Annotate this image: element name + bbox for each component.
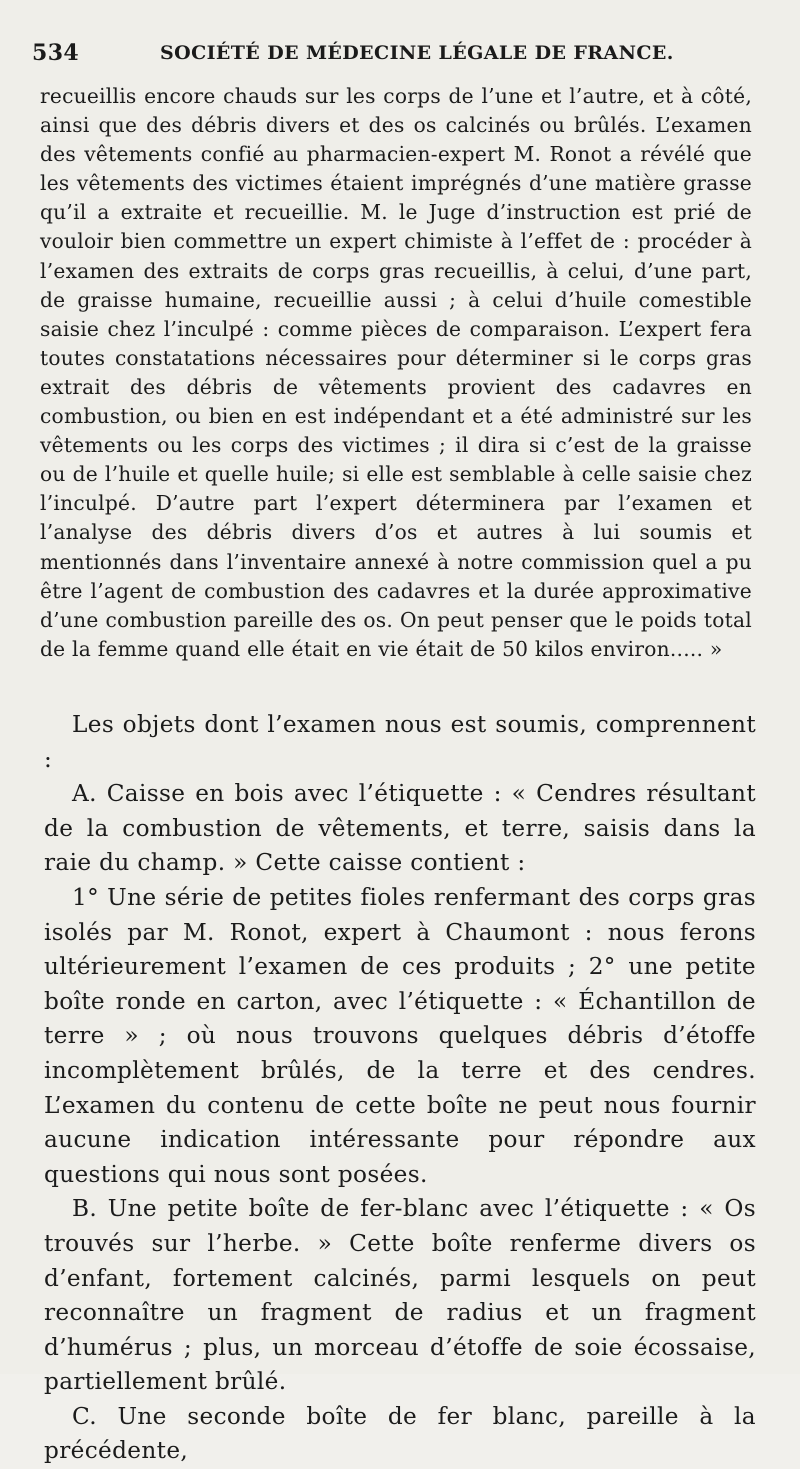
quoted-commission-text xyxy=(40,82,752,664)
body-paragraph-item-c: C. Une seconde boîte de fer blanc, pareille à la précédente, xyxy=(44,1402,756,1465)
body-paragraph-item-a1: 1° Une série de petites fioles renfermant des corps gras isolés par M. Ronot, expert à Chaumont : nous ferons ultérieurement l’examen de ces produits ; 2° une petite boîte ronde en carton, avec l’étiquette : « Échantillon de terre » ; où nous trouvons quelques débris d’étoffe incomplètement brûlés, de la terre et des cendres. L’examen du contenu de cette boîte ne peut nous fournir aucune indication intéressante pour répondre aux questions qui nous sont posées. xyxy=(44,883,756,1188)
body-paragraph-intro: Les objets dont l’examen nous est soumis, comprennent : xyxy=(44,711,756,773)
body-paragraph-item-b: B. Une petite boîte de fer-blanc avec l’étiquette : « Os trouvés sur l’herbe. » Cette boîte renferme divers os d’enfant, fortement calcinés, parmi lesquels on peut reconnaître un fragment de radius et un fragment d’humérus ; plus, un morceau d’étoffe de soie écossaise, partiellement brûlé. xyxy=(44,1195,756,1396)
quote-paragraph: recueillis encore chauds sur les corps de l’une et l’autre, et à côté, ainsi que des débris divers et des os calcinés ou brûlés. L’examen des vêtements confié au pharmacien-expert M. Ronot a révélé que les vêtements des victimes étaient imprégnés d’une matière grasse qu’il a extraite et recueillie. M. le Juge d’instruction est prié de vouloir bien commettre un expert chimiste à l’effet de : procéder à l’examen des extraits de corps gras recueillis, à celui, d’une part, de graisse humaine, recueillie aussi ; à celui d’huile comestible saisie chez l’inculpé : comme pièces de comparaison. L’expert fera toutes constatations nécessaires pour déterminer si le corps gras extrait des débris de vêtements provient des cadavres en combustion, ou bien en est indépendant et a été administré sur les vêtements ou les corps des victimes ; il dira si c’est de la graisse ou de l’huile et quelle huile; si elle est semblable à celle saisie chez l’inculpé. D’autre part l’expert déterminera par l’examen et l’analyse des débris divers d’os et autres à lui soumis et mentionnés dans l’inventaire annexé à notre commission quel a pu être l’agent de combustion des cadavres et la durée approximative d’une combustion pareille des os. On peut penser que le poids total de la femme quand elle était en vie était de 50 kilos environ..... » xyxy=(40,84,752,661)
running-title: SOCIÉTÉ DE MÉDECINE LÉGALE DE FRANCE. xyxy=(160,42,674,64)
body-paragraph-item-a: A. Caisse en bois avec l’étiquette : « Cendres résultant de la combustion de vêtements, et terre, saisis dans la raie du champ. » Cette caisse contient : xyxy=(44,780,756,877)
page-number: 534 xyxy=(32,40,80,66)
report-body xyxy=(44,708,756,1469)
